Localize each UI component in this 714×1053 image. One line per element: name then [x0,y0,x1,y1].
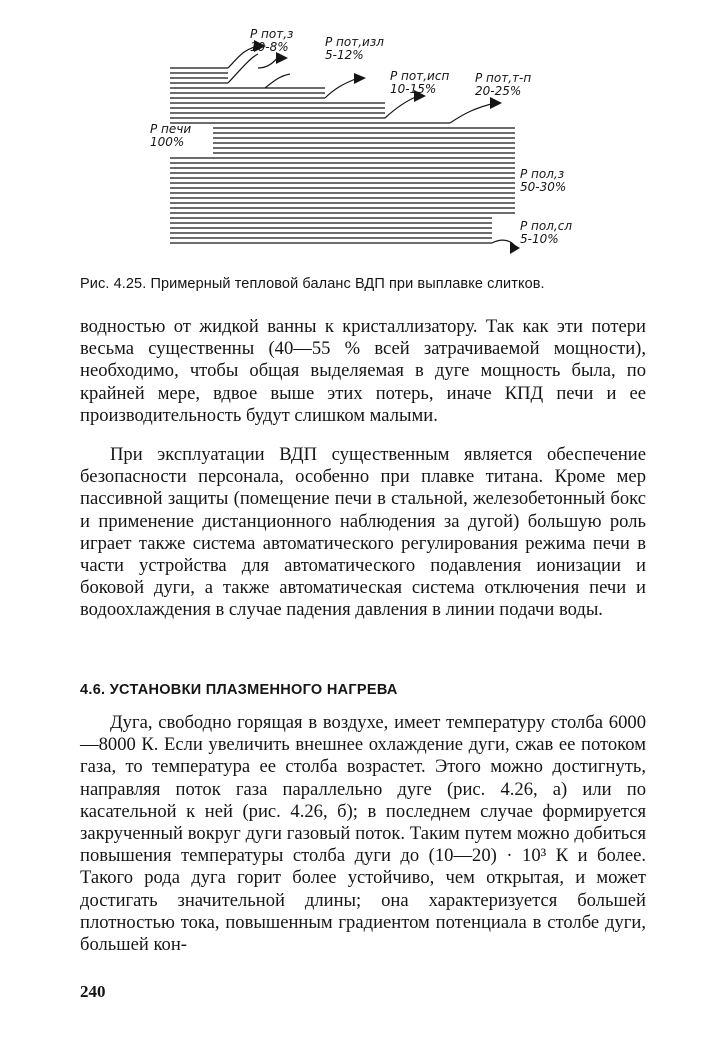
label-p-loss-z: P пот,з 10-8% [250,27,294,54]
label-p-pol-sl: P пол,сл 5-10% [520,219,572,246]
paragraph-2: При эксплуатации ВДП существенным является обеспечение безопасности персонала, особенно при плавке титана. Кроме мер пассивной защиты (помещение печи в стальной, железобетонный бокс и применение дистанционного наблюдения за дугой) большую роль играет также система автоматического регулирования режима печи в части устройства для автоматического подавления ионизации и боковой дуги, а также автоматическая система отключения печи и водоохлаждения в случае падения давления в линии подачи воды. [80,444,646,621]
figure-caption: Рис. 4.25. Примерный тепловой баланс ВДП при выплавке слитков. [80,276,545,292]
section-heading: 4.6. УСТАНОВКИ ПЛАЗМЕННОГО НАГРЕВА [80,682,398,698]
heat-balance-diagram [150,28,590,258]
paragraph-3: Дуга, свободно горящая в воздухе, имеет температуру столба 6000—8000 К. Если увеличить внешнее охлаждение дуги, сжав ее потоком газа, то температура ее столба возрастет. Этого можно достигнуть, направляя поток газа параллельно дуге (рис. 4.26, а) или по касательной к ней (рис. 4.26, б); в последнем случае формируется закрученный вокруг дуги газовый поток. Таким путем можно добиться повышения температуры столба дуги до (10—20) · 10³ К и более. Такого рода дуга горит более устойчиво, чем открытая, и может достигать значительной длины; она характеризуется большей плотностью тока, повышенным градиентом потенциала в столбе дуги, большей кон- [80,712,646,956]
label-p-pol-z: P пол,з 50-30% [520,167,567,194]
text-block-1 [80,316,646,427]
label-p-loss-tp: P пот,т-п 20-25% [475,71,532,98]
paragraph-1: водностью от жидкой ванны к кристаллизатору. Так как эти потери весьма существенны (40—55 % всей затрачиваемой мощности), необходимо, чтобы общая выделяемая в дуге мощность была, по крайней мере, вдвое выше этих потерь, иначе КПД печи и ее производительность будут слишком малыми. [80,316,646,426]
label-p-furnace: P печи 100% [150,122,192,149]
label-p-loss-isp: P пот,исп 10-15% [390,69,450,96]
text-block-3 [80,712,646,956]
text-block-2 [80,444,646,622]
label-p-loss-izl: P пот,изл 5-12% [325,35,384,62]
page-number: 240 [80,982,106,1001]
